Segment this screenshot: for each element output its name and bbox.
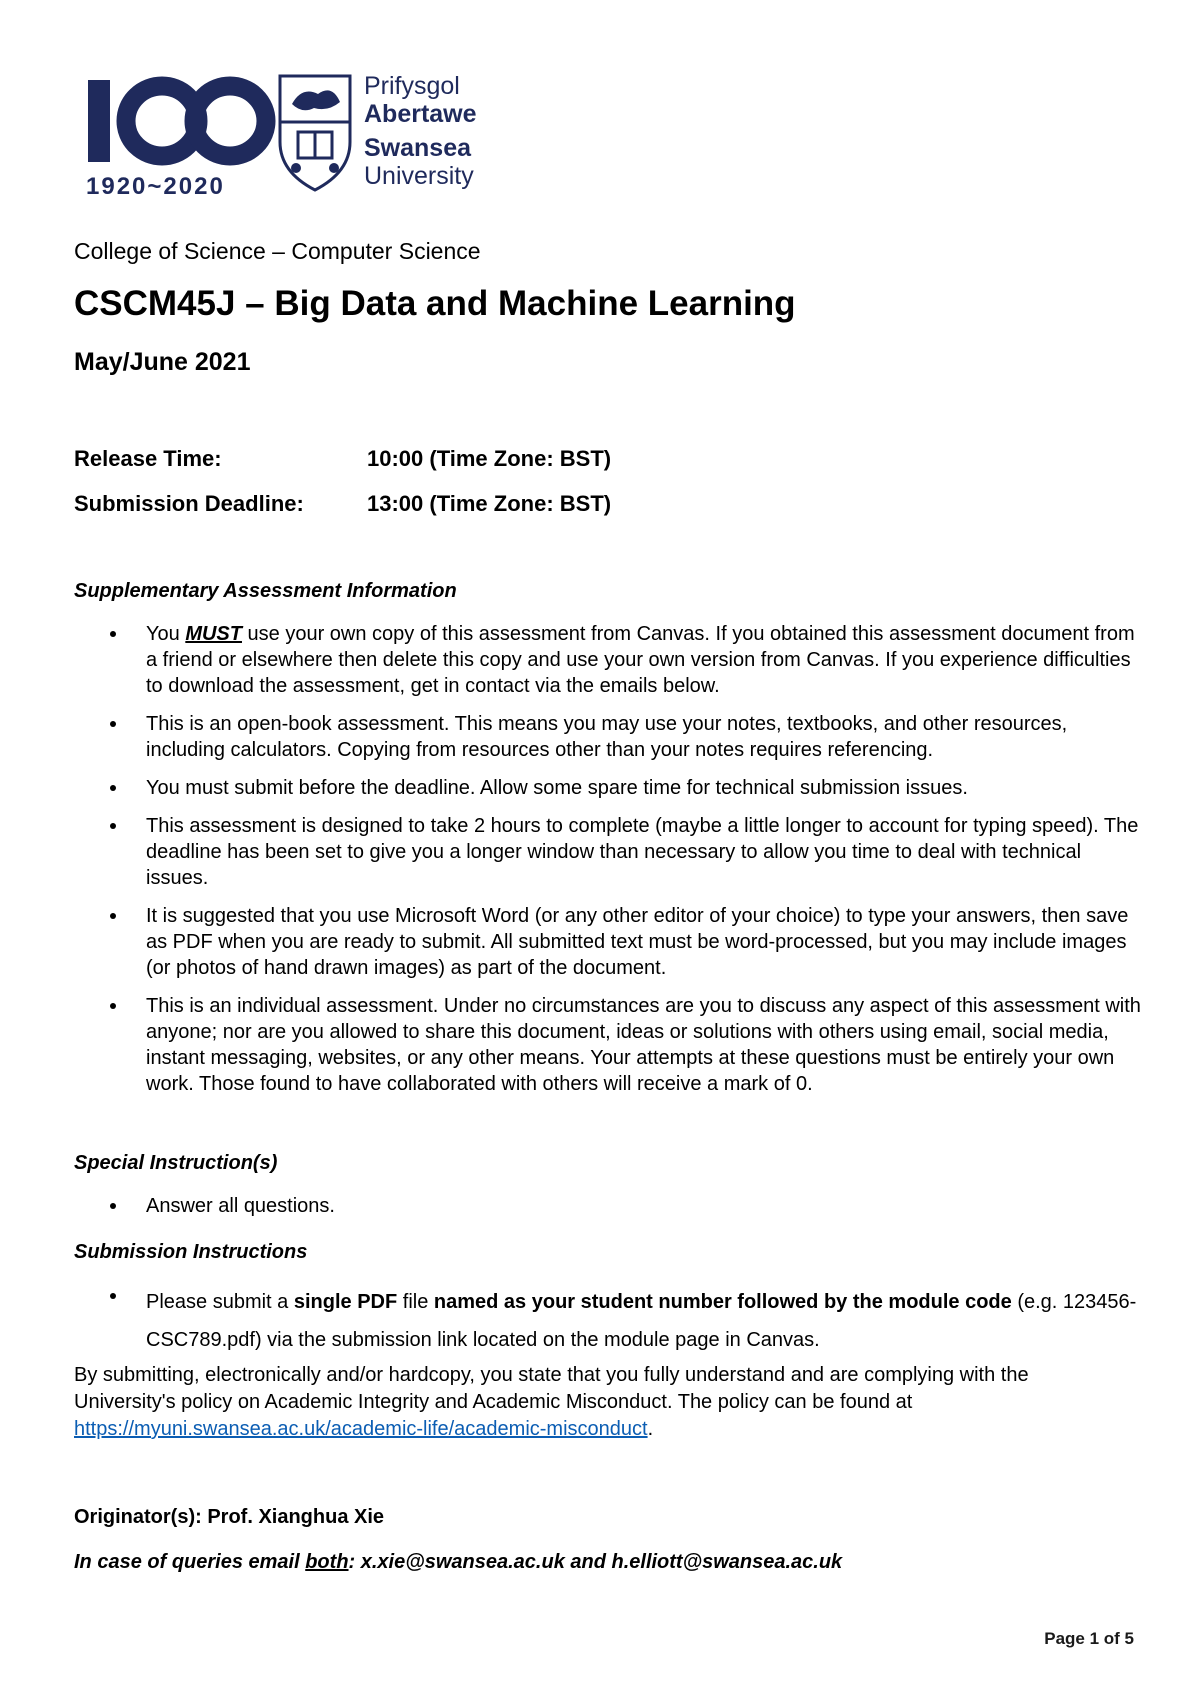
submission-list <box>108 1283 1148 1371</box>
list-item <box>108 1283 1148 1359</box>
logo-text-prifysgol: Prifysgol <box>364 72 460 100</box>
queries-contact <box>74 1551 842 1574</box>
release-time-value: 10:00 (Time Zone: BST) <box>367 446 612 471</box>
queries-text: In case of queries email <box>74 1551 306 1573</box>
submission-instructions-heading: Submission Instructions <box>74 1241 308 1263</box>
list-item: This assessment is designed to take 2 hours to complete (maybe a little longer to account for typing speed). The deadline has been set to give you a longer window than necessary to allow you time to deal with technical issues. <box>108 813 1148 891</box>
deadline-value: 13:00 (Time Zone: BST) <box>367 491 612 516</box>
supplementary-list <box>108 621 1148 1109</box>
integrity-text: By submitting, electronically and/or hardcopy, you state that you fully understand and are complying with the University's policy on Academic Integrity and Academic Misconduct. The policy can be found at <box>74 1364 1029 1413</box>
logo-text-swansea: Swansea <box>364 134 472 162</box>
item-text: Please submit a <box>146 1291 294 1313</box>
item-bold-text: single PDF <box>293 1291 398 1313</box>
integrity-paragraph <box>74 1362 1134 1443</box>
college-name: College of Science – Computer Science <box>74 238 481 264</box>
queries-emails: : x.xie@swansea.ac.uk and h.elliott@swansea.ac.uk <box>348 1551 843 1573</box>
module-title: CSCM45J – Big Data and Machine Learning <box>74 284 796 323</box>
list-item: You must submit before the deadline. Allow some spare time for technical submission issues. <box>108 775 1148 801</box>
item-text: You <box>146 623 186 645</box>
originator: Originator(s): Prof. Xianghua Xie <box>74 1506 385 1528</box>
logo-text-abertawe: Abertawe <box>364 100 477 128</box>
logo-text-university: University <box>364 162 474 190</box>
integrity-end: . <box>647 1418 654 1440</box>
special-instructions-list <box>108 1193 1148 1231</box>
exam-date: May/June 2021 <box>74 348 251 376</box>
item-text: use your own copy of this assessment from Canvas. If you obtained this assessment document from a friend or elsewhere then delete this copy and use your own version from Canvas. If you experience difficulties to download the assessment, get in contact via the emails below. <box>146 623 1135 697</box>
supplementary-heading: Supplementary Assessment Information <box>74 580 457 602</box>
list-item: This is an open-book assessment. This means you may use your notes, textbooks, and other resources, including calculators. Copying from resources other than your notes requires referencing. <box>108 711 1148 763</box>
university-logo <box>82 72 522 200</box>
centenary-logo-graphic <box>82 72 522 200</box>
list-item: It is suggested that you use Microsoft Word (or any other editor of your choice) to type your answers, then save as PDF when you are ready to submit. All submitted text must be word-processed, but you may include images (or photos of hand drawn images) as part of the document. <box>108 903 1148 981</box>
queries-both: both <box>305 1551 349 1573</box>
deadline-label: Submission Deadline: <box>74 491 304 516</box>
centenary-years: 1920~2020 <box>86 173 225 200</box>
must-emphasis: MUST <box>185 623 242 645</box>
list-item <box>108 621 1148 699</box>
item-text: (e.g. 123456-CSC789.pdf) via the submission link located on the module page in Canvas. <box>146 1291 1137 1351</box>
special-instructions-heading: Special Instruction(s) <box>74 1152 278 1174</box>
misconduct-policy-link[interactable]: https://myuni.swansea.ac.uk/academic-life/academic-misconduct <box>74 1418 648 1440</box>
item-text: file <box>397 1291 434 1313</box>
list-item: This is an individual assessment. Under no circumstances are you to discuss any aspect of this assessment with anyone; nor are you allowed to share this document, ideas or solutions with others using email, social media, instant messaging, websites, or any other means. Your attempts at these questions must be entirely your own work. Those found to have collaborated with others will receive a mark of 0. <box>108 993 1148 1097</box>
list-item: Answer all questions. <box>108 1193 1148 1219</box>
release-time-label: Release Time: <box>74 446 222 471</box>
page-number: Page 1 of 5 <box>1044 1629 1134 1648</box>
item-bold-text: named as your student number followed by the module code <box>433 1291 1012 1313</box>
